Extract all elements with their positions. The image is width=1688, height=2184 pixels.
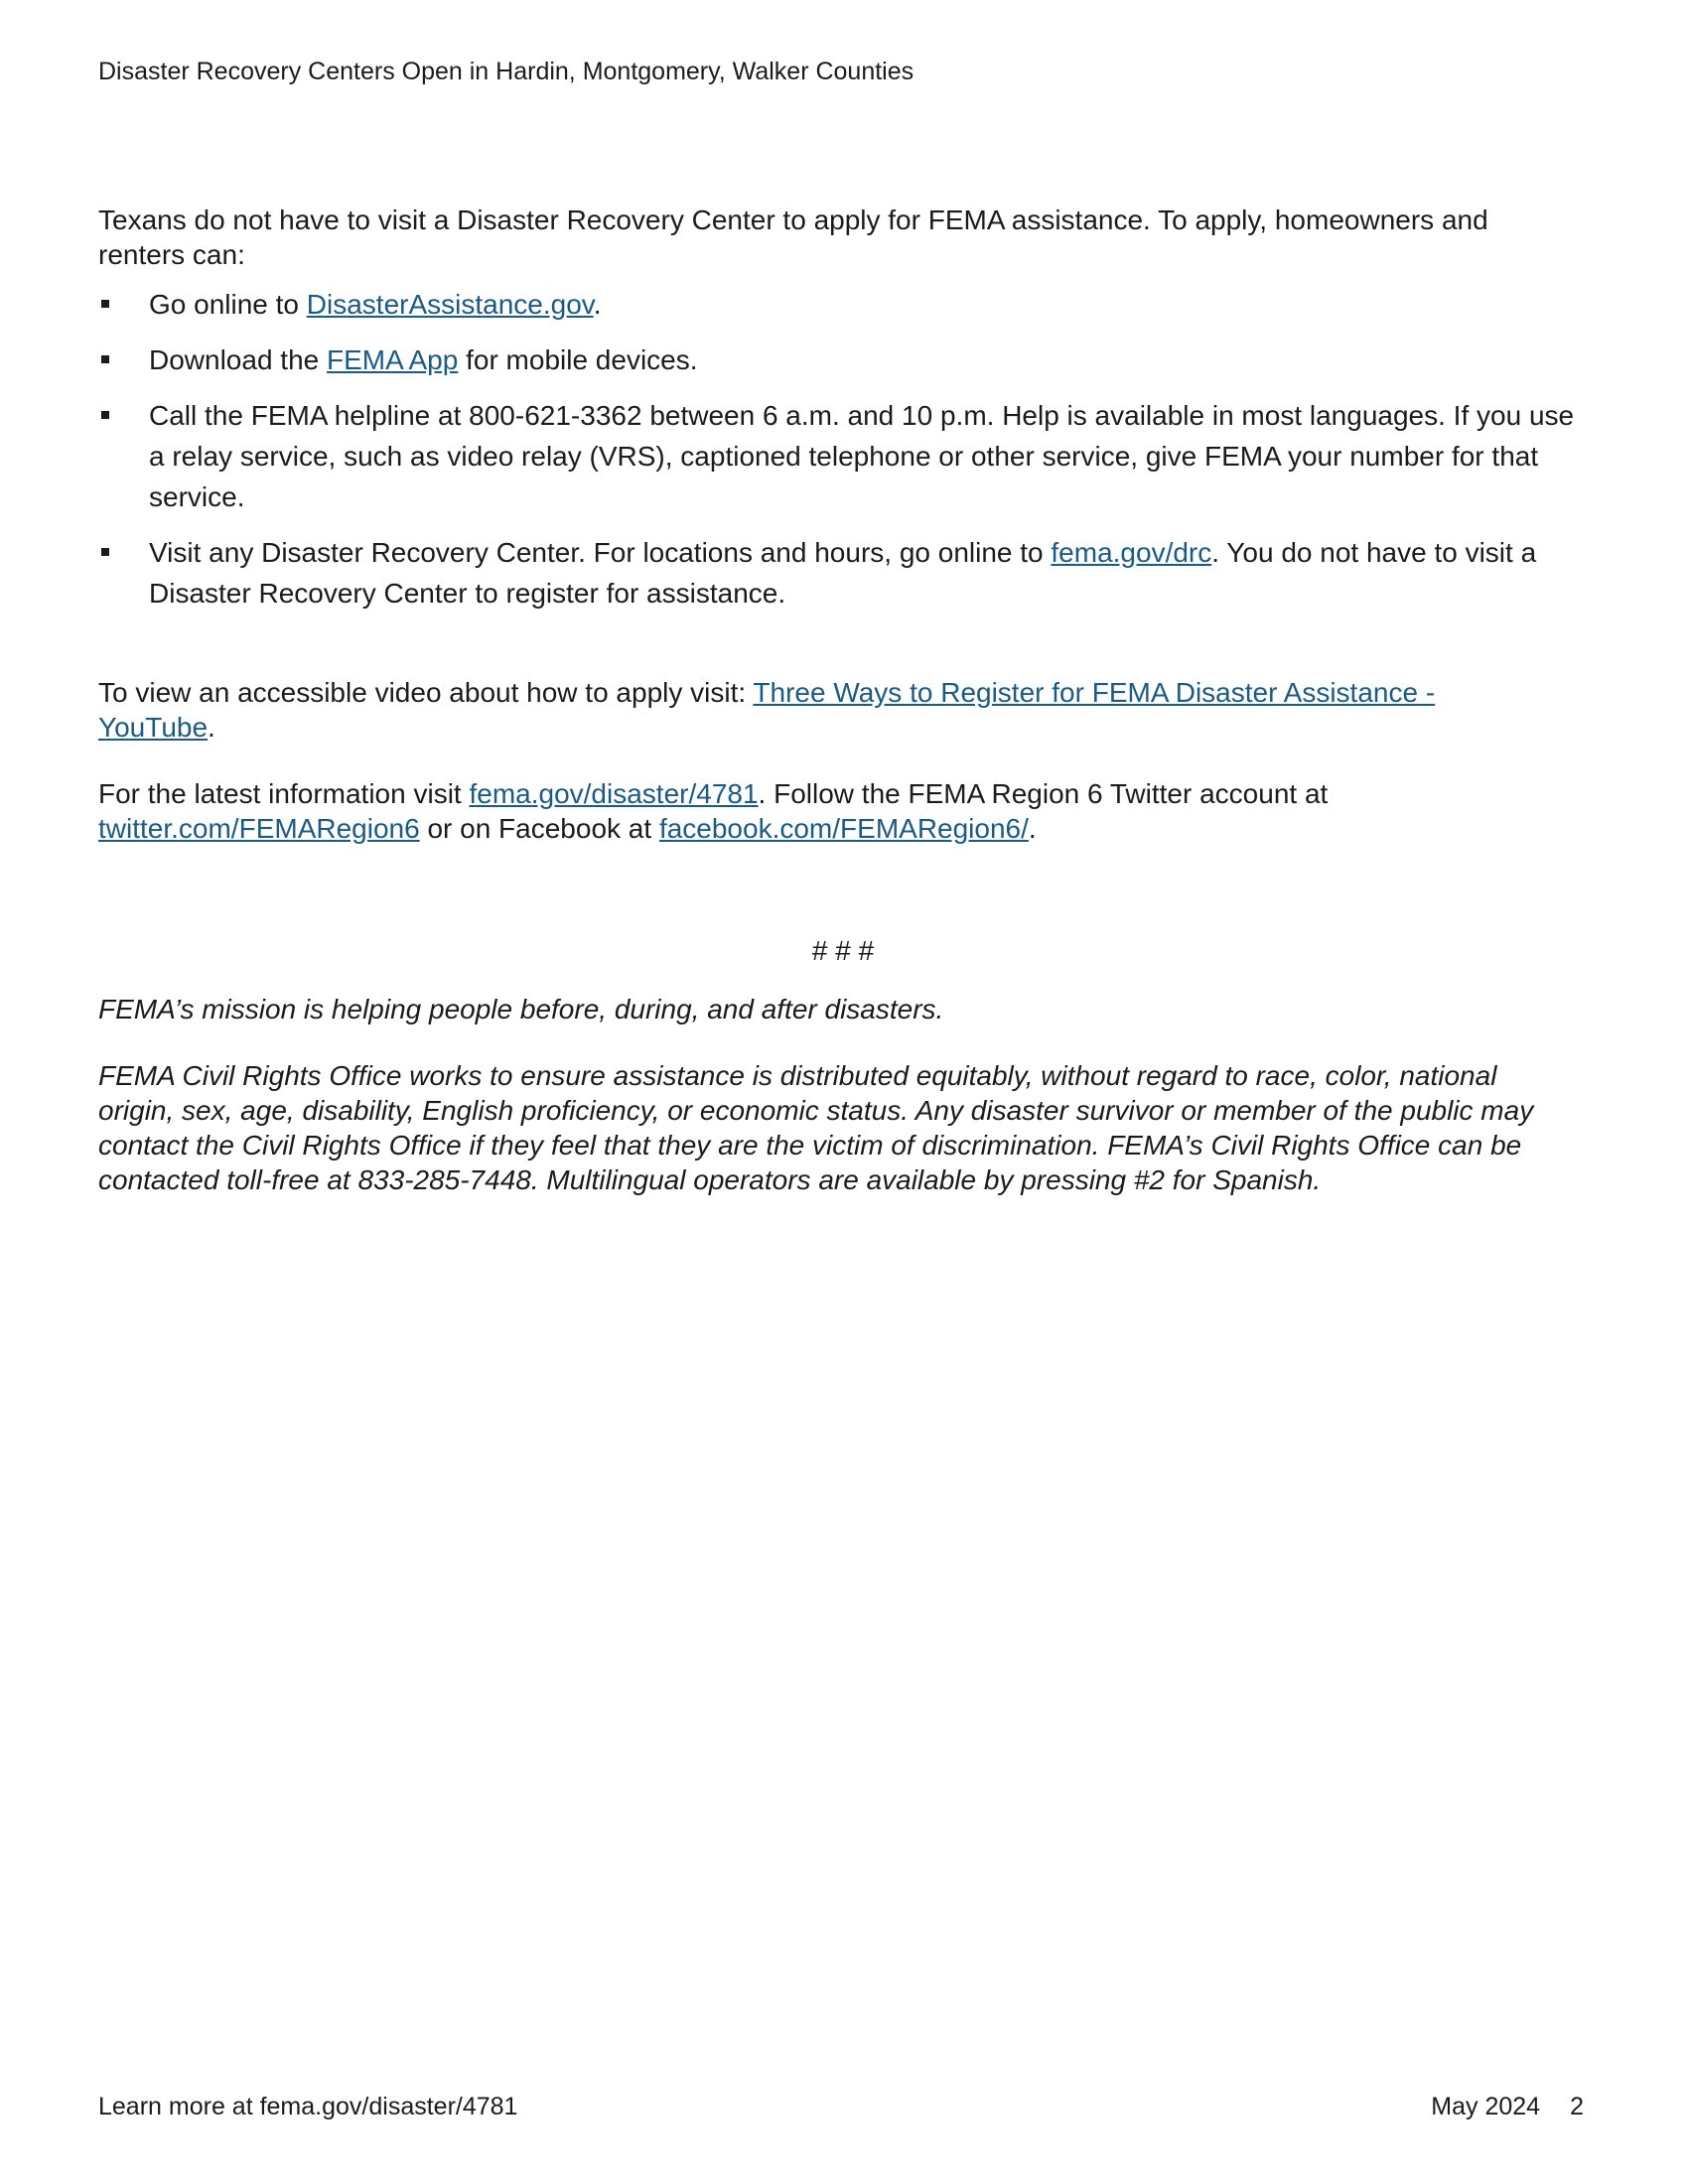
latest-info-paragraph: For the latest information visit fema.gov/disaster/4781. Follow the FEMA Region 6 Twitter account at twitter.com/FEMARegion6 or on Facebook at facebook.com/FEMARegion6/. [98,778,1329,844]
footer-learn-more: Learn more at fema.gov/disaster/4781 [98,2093,518,2120]
video-paragraph: To view an accessible video about how to apply visit: Three Ways to Register for FEMA Disaster Assistance - YouTube. [98,677,1436,743]
bullet-icon [101,411,109,419]
fema-drc-link[interactable]: fema.gov/drc [1051,537,1212,568]
document-body [98,203,1588,1197]
list-item: Download the FEMA App for mobile devices. [98,340,1584,380]
civil-rights-statement: FEMA Civil Rights Office works to ensure assistance is distributed equitably, without regard to race, color, national origin, sex, age, disability, English proficiency, or economic status. Any disaster survivor or member of the public may contact the Civil Rights Office if they feel that they are the victim of discrimination. FEMA’s Civil Rights Office can be contacted toll-free at 833-285-7448. Multilingual operators are available by pressing #2 for Spanish. [98,1060,1534,1195]
bullet-icon [101,300,109,308]
list-item: Visit any Disaster Recovery Center. For locations and hours, go online to fema.gov/drc. You do not have to visit a Disaster Recovery Center to register for assistance. [98,532,1584,614]
facebook-link[interactable]: facebook.com/FEMARegion6/ [658,813,1029,844]
mission-statement: FEMA’s mission is helping people before, during, and after disasters. [98,994,944,1024]
fema-disaster-link[interactable]: fema.gov/disaster/4781 [469,778,759,809]
list-item: Call the FEMA helpline at 800-621-3362 between 6 a.m. and 10 p.m. Help is available in most languages. If you use a relay service, such as video relay (VRS), captioned telephone or other service, give FEMA your number for that service. [98,395,1584,517]
twitter-link[interactable]: twitter.com/FEMARegion6 [98,813,420,844]
footer-date-page [1431,2093,1584,2121]
page-number: 2 [1570,2093,1584,2120]
bullet-icon [101,548,109,556]
list-item: Go online to DisasterAssistance.gov. [98,284,1584,325]
intro-paragraph: Texans do not have to visit a Disaster Recovery Center to apply for FEMA assistance. To apply, homeowners and renters can: [98,205,1488,270]
apply-options-list [98,284,1588,614]
page-header-title: Disaster Recovery Centers Open in Hardin, Montgomery, Walker Counties [98,58,914,85]
disaster-assistance-link[interactable]: DisasterAssistance.gov [306,289,594,320]
footer-date: May 2024 [1431,2093,1541,2120]
bullet-icon [101,355,109,363]
youtube-video-link[interactable]: Three Ways to Register for FEMA Disaster Assistance - YouTube [98,677,1436,743]
fema-app-link[interactable]: FEMA App [327,344,459,375]
section-separator: # # # [811,935,875,966]
